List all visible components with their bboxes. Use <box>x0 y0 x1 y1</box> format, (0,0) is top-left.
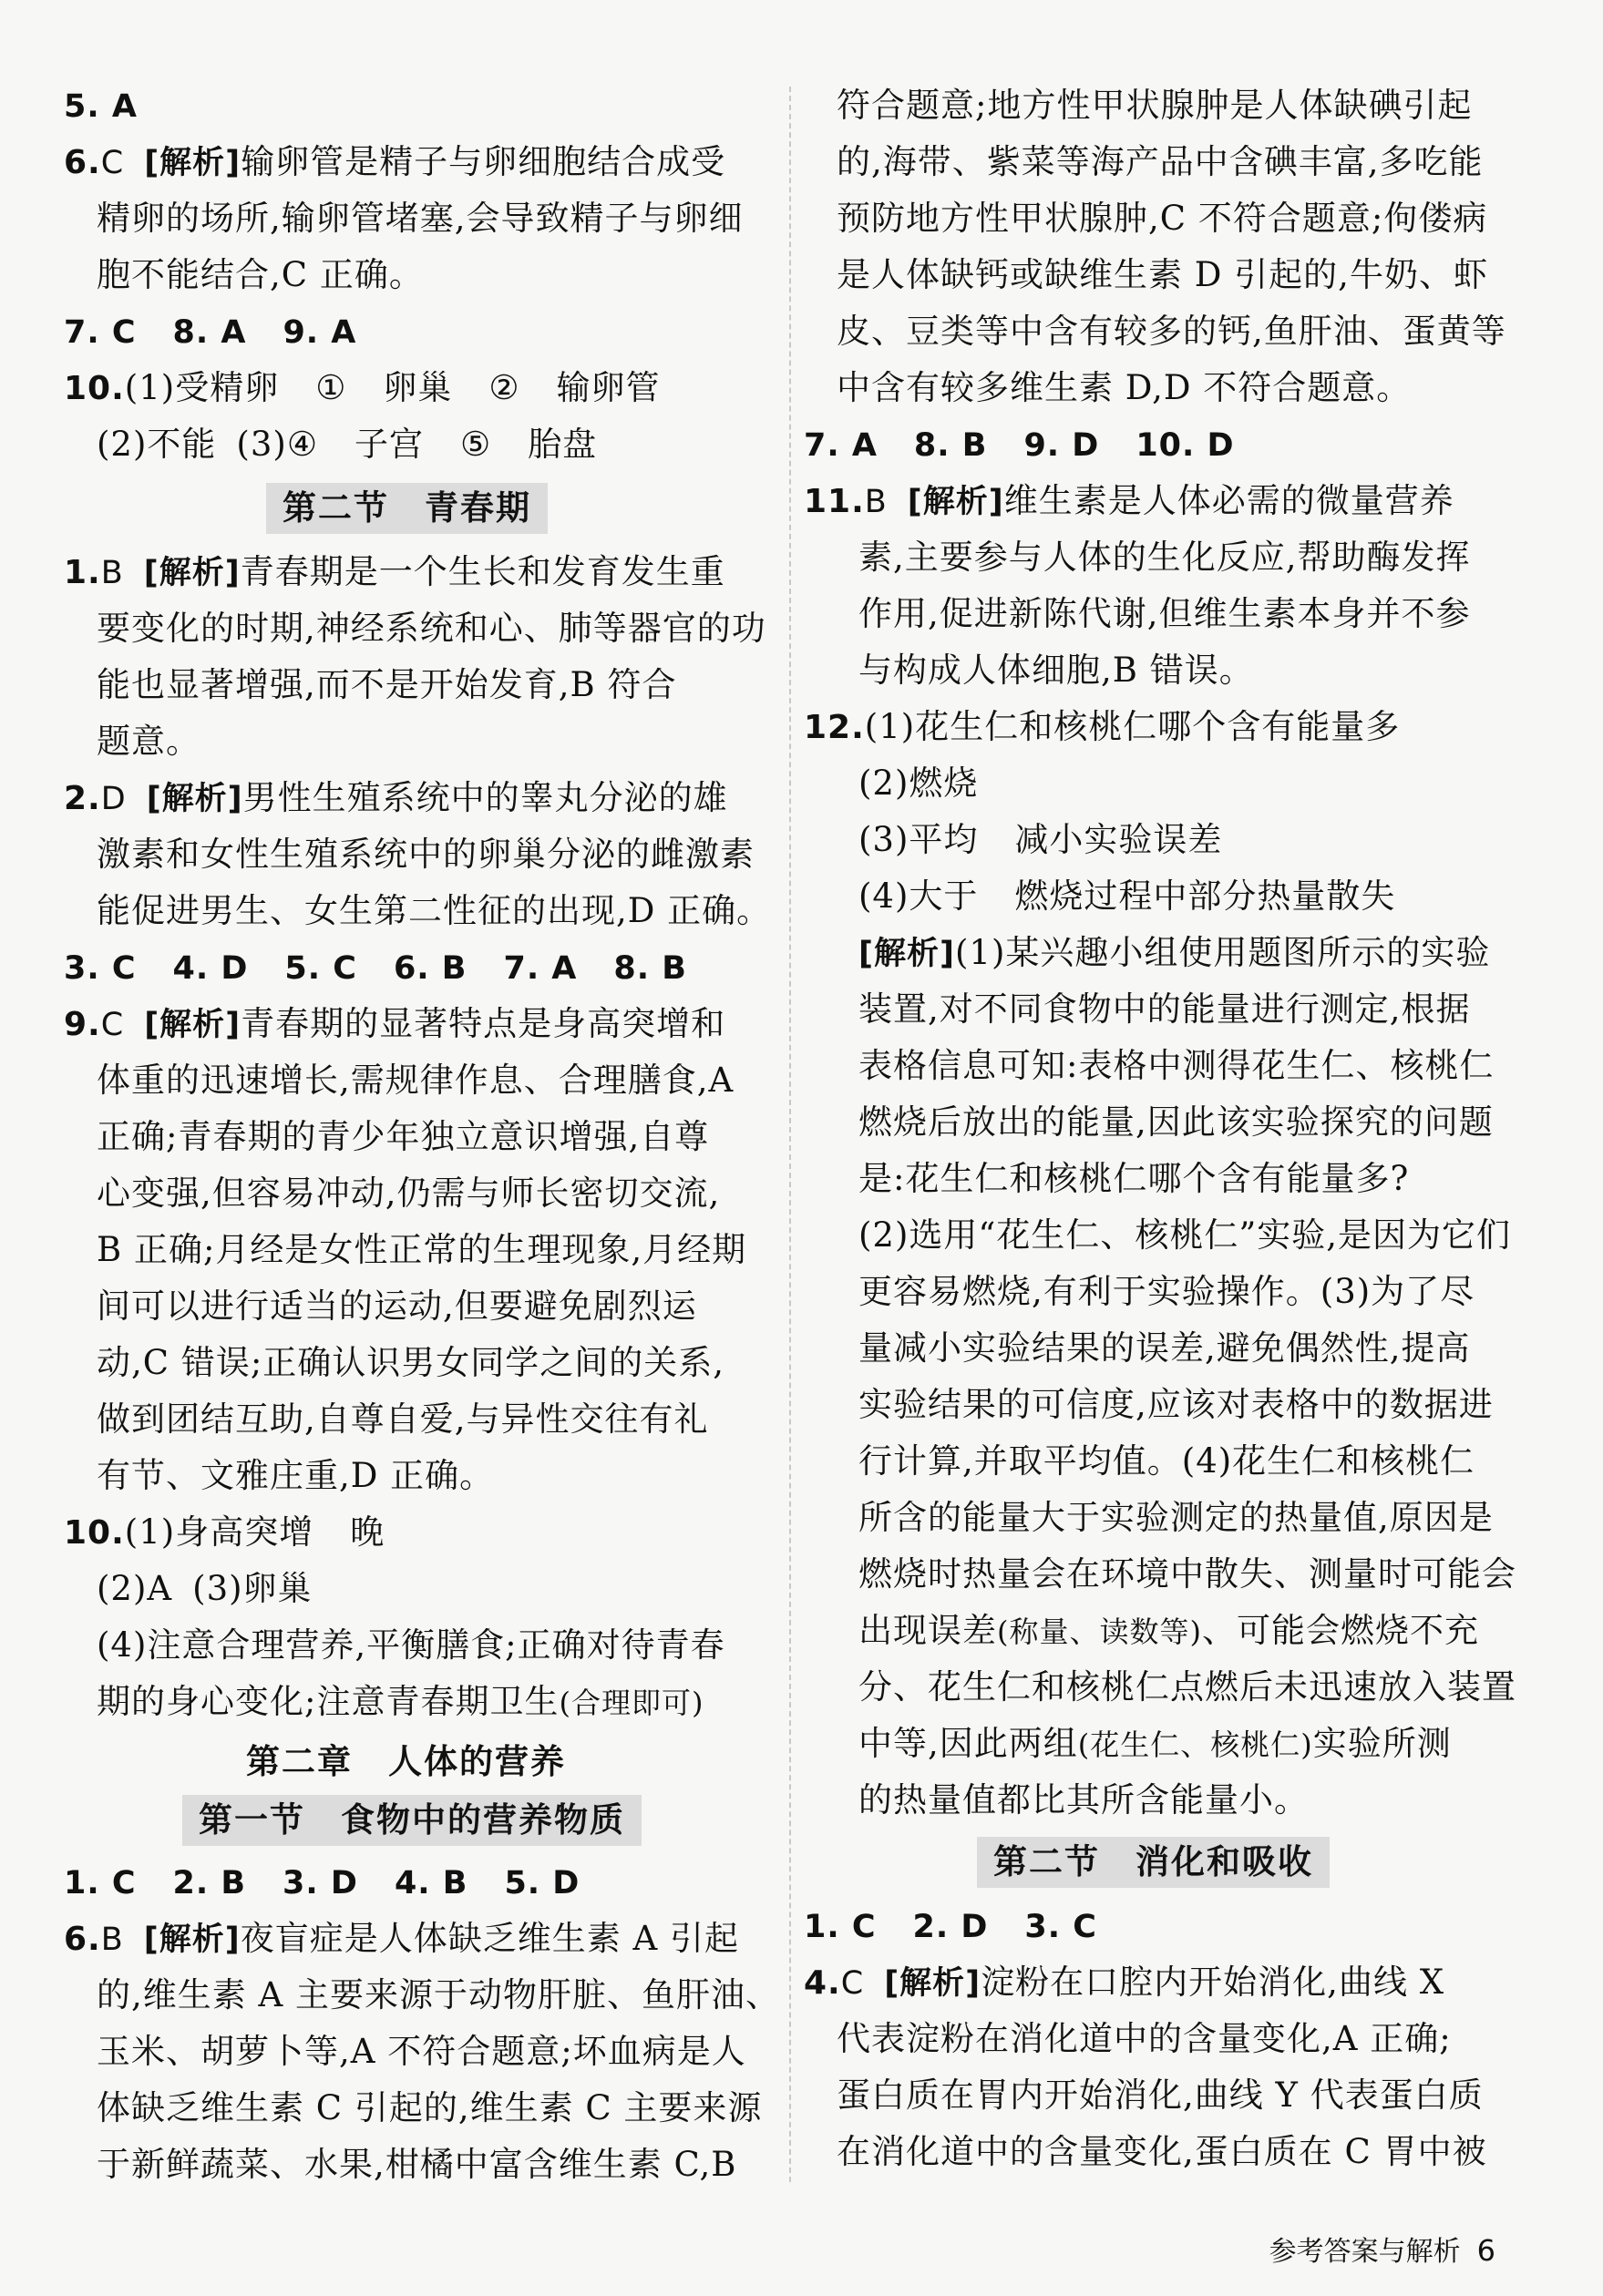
answer-line: 5. A <box>64 88 138 125</box>
text-line: 量减小实验结果的误差,避免偶然性,提高 <box>858 1328 1471 1368</box>
answer-line: 7. C 8. A 9. A <box>64 314 357 351</box>
text-line: 能促进男生、女生第二性征的出现,D 正确。 <box>97 891 772 930</box>
text-line: B 正确;月经是女性正常的生理现象,月经期 <box>97 1230 747 1269</box>
text-line: 激素和女性生殖系统中的卵巢分泌的雌激素 <box>97 835 755 874</box>
text-line: 符合题意;地方性甲状腺肿是人体缺碘引起 <box>837 86 1473 125</box>
answer-line: 7. A 8. B 9. D 10. D <box>804 427 1235 464</box>
answer-line: 10.(1)身高突增 晚 <box>64 1512 385 1552</box>
text-line: 与构成人体细胞,B 错误。 <box>858 651 1254 690</box>
page-footer <box>1269 2232 1495 2270</box>
text-line: 有节、文雅庄重,D 正确。 <box>97 1456 495 1495</box>
answer-line: 1. C 2. D 3. C <box>804 1909 1097 1945</box>
answer-line: 2.D [解析]男性生殖系统中的睾丸分泌的雄 <box>64 778 728 817</box>
text-line: 更容易燃烧,有利于实验操作。(3)为了尽 <box>858 1272 1475 1311</box>
text-line: 的,海带、紫菜等海产品中含碘丰富,多吃能 <box>837 142 1484 181</box>
text-line: 的,维生素 A 主要来源于动物肝脏、鱼肝油、 <box>97 1975 781 2014</box>
chapter-heading: 第二章 人体的营养 <box>246 1742 566 1781</box>
answer-line: 9.C [解析]青春期的显著特点是身高突增和 <box>64 1004 726 1043</box>
text-line: (4)大于 燃烧过程中部分热量散失 <box>858 876 1396 916</box>
text-line: 精卵的场所,输卵管堵塞,会导致精子与卵细 <box>97 199 744 238</box>
text-line: [解析](1)某兴趣小组使用题图所示的实验 <box>858 933 1491 972</box>
text-line: 做到团结互助,自尊自爱,与异性交往有礼 <box>97 1399 709 1439</box>
text-line: 动,C 错误;正确认识男女同学之间的关系, <box>97 1343 725 1382</box>
text-line: 代表淀粉在消化道中的含量变化,A 正确; <box>837 2019 1452 2058</box>
text-line: 蛋白质在胃内开始消化,曲线 Y 代表蛋白质 <box>837 2076 1484 2115</box>
text-line: 要变化的时期,神经系统和心、肺等器官的功 <box>97 609 766 648</box>
text-line: 素,主要参与人体的生化反应,帮助酶发挥 <box>858 538 1471 577</box>
text-line: 分、花生仁和核桃仁点燃后未迅速放入装置 <box>858 1667 1516 1707</box>
text-line: (2)A (3)卵巢 <box>97 1569 313 1608</box>
text-line: 的热量值都比其所含能量小。 <box>858 1780 1309 1819</box>
text-line: (3)平均 减小实验误差 <box>858 820 1223 859</box>
text-line: 体缺乏维生素 C 引起的,维生素 C 主要来源 <box>97 2088 763 2127</box>
text-line: 在消化道中的含量变化,蛋白质在 C 胃中被 <box>837 2132 1487 2171</box>
text-line: 能也显著增强,而不是开始发育,B 符合 <box>97 665 677 704</box>
section-heading: 第二节 青春期 <box>266 483 548 534</box>
text-line: 中含有较多维生素 D,D 不符合题意。 <box>837 368 1412 407</box>
text-line: 燃烧时热量会在环境中散失、测量时可能会 <box>858 1554 1516 1594</box>
text-line: 间可以进行适当的运动,但要避免剧烈运 <box>97 1286 697 1326</box>
text-line: 所含的能量大于实验测定的热量值,原因是 <box>858 1498 1494 1537</box>
answer-line: 4.C [解析]淀粉在口腔内开始消化,曲线 X <box>804 1963 1445 2002</box>
answer-line: 1.B [解析]青春期是一个生长和发育发生重 <box>64 552 725 591</box>
text-line: 题意。 <box>97 722 200 761</box>
text-line: 装置,对不同食物中的能量进行测定,根据 <box>858 989 1471 1029</box>
answer-line: 1. C 2. B 3. D 4. B 5. D <box>64 1865 581 1901</box>
text-line: 实验结果的可信度,应该对表格中的数据进 <box>858 1385 1494 1424</box>
answer-line: 6.B [解析]夜盲症是人体缺乏维生素 A 引起 <box>64 1919 739 1958</box>
text-line: (2)燃烧 <box>858 764 979 803</box>
footer-label: 参考答案与解析 <box>1269 2236 1461 2268</box>
text-line: 作用,促进新陈代谢,但维生素本身并不参 <box>858 594 1471 633</box>
answer-line: 12.(1)花生仁和核桃仁哪个含有能量多 <box>804 707 1401 746</box>
text-line: 燃烧后放出的能量,因此该实验探究的问题 <box>858 1102 1494 1142</box>
text-line: 中等,因此两组(花生仁、核桃仁)实验所测 <box>858 1724 1452 1763</box>
text-line: 行计算,并取平均值。(4)花生仁和核桃仁 <box>858 1441 1475 1481</box>
column-divider <box>789 87 791 2182</box>
answer-line: 11.B [解析]维生素是人体必需的微量营养 <box>804 481 1454 520</box>
text-line: 于新鲜蔬菜、水果,柑橘中富含维生素 C,B <box>97 2145 737 2184</box>
text-line: 预防地方性甲状腺肿,C 不符合题意;佝偻病 <box>837 199 1488 238</box>
answer-line: 10.(1)受精卵 ① 卵巢 ② 输卵管 <box>64 368 661 407</box>
text-line: 皮、豆类等中含有较多的钙,鱼肝油、蛋黄等 <box>837 312 1506 351</box>
text-line: 出现误差(称量、读数等)、可能会燃烧不充 <box>858 1611 1479 1650</box>
text-line: 是:花生仁和核桃仁哪个含有能量多? <box>858 1159 1410 1198</box>
text-line: 玉米、胡萝卜等,A 不符合题意;坏血病是人 <box>97 2032 746 2071</box>
section-heading: 第一节 食物中的营养物质 <box>182 1795 642 1846</box>
text-line: 心变强,但容易冲动,仍需与师长密切交流, <box>97 1174 721 1213</box>
text-line: 表格信息可知:表格中测得花生仁、核桃仁 <box>858 1046 1495 1085</box>
section-heading: 第二节 消化和吸收 <box>977 1837 1330 1888</box>
text-line: (2)不能 (3)④ 子宫 ⑤ 胎盘 <box>97 425 598 464</box>
text-line: 胞不能结合,C 正确。 <box>97 255 424 294</box>
text-line: 期的身心变化;注意青春期卫生(合理即可) <box>97 1682 704 1721</box>
text-line: (4)注意合理营养,平衡膳食;正确对待青春 <box>97 1625 725 1665</box>
text-line: (2)选用“花生仁、核桃仁”实验,是因为它们 <box>858 1215 1512 1255</box>
page-number: 6 <box>1476 2233 1495 2268</box>
text-line: 是人体缺钙或缺维生素 D 引起的,牛奶、虾 <box>837 255 1488 294</box>
answer-line: 6.C [解析]输卵管是精子与卵细胞结合成受 <box>64 142 726 181</box>
answer-line: 3. C 4. D 5. C 6. B 7. A 8. B <box>64 950 687 987</box>
text-line: 体重的迅速增长,需规律作息、合理膳食,A <box>97 1061 735 1100</box>
text-line: 正确;青春期的青少年独立意识增强,自尊 <box>97 1117 710 1156</box>
